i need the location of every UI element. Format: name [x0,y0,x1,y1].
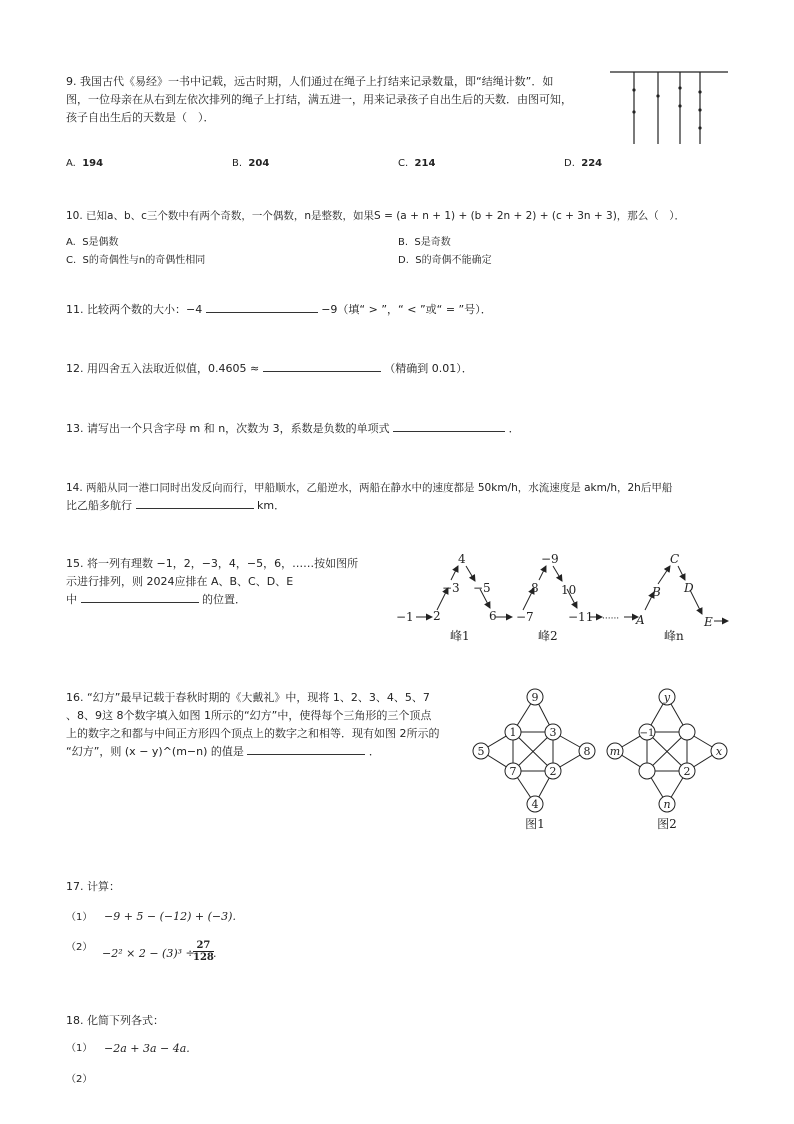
option-text: 194 [82,158,104,169]
seq-num: 6 [489,609,497,623]
option-text: 214 [414,158,436,169]
q16-line1: 16. “幻方”最早记载于春秋时期的《大戴礼》中，现将 1、2、3、4、5、7 [66,691,430,704]
q13-prefix: 13. 请写出一个只含字母 m 和 n，次数为 3，系数是负数的单项式 [66,422,390,435]
magic-square-figure-2 [602,684,736,834]
q17-title: 17. 计算： [66,880,120,893]
q15-suffix: 的位置． [202,593,246,606]
seq-num: 8 [531,581,539,595]
option-text: S的奇偶不能确定 [415,255,492,266]
q15-line3 [66,591,246,609]
option-text: S的奇偶性与n的奇偶性相同 [82,255,206,266]
option-letter: C. [398,158,409,169]
q17-item-2-number: （2） [66,942,93,953]
fig1-right: 8 [583,745,591,758]
seq-num: 4 [458,552,466,566]
q12-prefix: 12. 用四舍五入法取近似值，0.4605 ≈ [66,362,260,375]
q15-answer-blank[interactable] [81,591,199,603]
q14-line2 [66,497,285,515]
seq-num: −9 [541,552,559,566]
fig1-top-left: 1 [509,726,517,739]
seq-point-d: D [684,581,694,595]
q14-line1: 14. 两船从同一港口同时出发反向而行，甲船顺水，乙船逆水，两船在静水中的速度都是 50km/h，水流速度是 akm/h，2h后甲船 [66,482,673,494]
q14-answer-blank[interactable] [136,497,254,509]
q13 [66,420,520,438]
q16-line2: 、8、9这 8个数字填入如图 1所示的“幻方”中，使得每个三角形的三个顶点 [66,709,432,722]
option-text: 224 [581,158,603,169]
q11-answer-blank[interactable] [206,301,318,313]
q15-line2: 示进行排列，则 2024应排在 A、B、C、D、E [66,575,294,588]
q9-option-d[interactable] [564,158,602,169]
knot-rope-figure [608,66,732,148]
q18-title: 18. 化简下列各式： [66,1014,164,1027]
q17-item-1-number: （1） [66,912,93,923]
peak-sequence-figure [392,548,738,648]
q9-option-a[interactable] [66,158,103,169]
q13-answer-blank[interactable] [393,420,505,432]
fig2-right: x [715,745,723,758]
q14-prefix: 比乙船多航行 [66,499,132,512]
q18-item-1-number: （1） [66,1043,93,1054]
seq-num: 10 [561,583,577,597]
q18-item-1-expression: −2a + 3a − 4a. [104,1042,190,1055]
seq-point-a: A [636,613,645,627]
fig1-bottom: 4 [531,798,539,811]
q12-answer-blank[interactable] [263,360,381,372]
seq-num: −3 [442,581,460,595]
fig2-left: m [609,745,621,758]
option-letter: D. [564,158,575,169]
peak-label: 峰1 [450,629,470,643]
peak-label: 峰n [664,629,684,643]
q17-item-1-expression: −9 + 5 − (−12) + (−3). [104,910,236,923]
seq-point-b: B [652,585,661,599]
fig2-bottom-right: 2 [683,765,691,778]
q17-item-2-expression [102,947,195,960]
fig1-bottom-left: 7 [509,765,517,778]
q13-suffix: ． [508,422,520,435]
q16-suffix: ． [368,745,380,758]
q16-line4 [66,743,380,761]
q10-option-b[interactable] [398,233,451,248]
option-letter: C. [66,255,77,266]
q10-option-c[interactable] [66,251,205,266]
fig2-caption: 图2 [657,817,677,831]
q10-option-a[interactable] [66,233,119,248]
peak-label: 峰2 [538,629,558,643]
option-text: 204 [248,158,270,169]
q9-line1: 9. 我国古代《易经》一书中记载，远古时期，人们通过在绳子上打结来记录数量，即“结绳计数”．如 [66,75,554,88]
fig1-top: 9 [531,691,539,704]
q10-option-d[interactable] [398,251,492,266]
q9-line3: 孩子自出生后的天数是（ ）． [66,111,215,124]
seq-point-c: C [670,552,680,566]
seq-num: −7 [516,610,534,624]
fig2-top: y [663,691,671,704]
q16-prefix: “幻方”，则 (x − y)^(m−n) 的值是 [66,745,244,758]
option-letter: B. [232,158,243,169]
seq-ellipsis: ······ [602,614,620,624]
q12-suffix: （精确到 0.01）． [384,362,473,375]
q16-answer-blank[interactable] [247,743,365,755]
q17-fraction [193,940,214,963]
seq-num: −1 [396,610,414,624]
q9-option-b[interactable] [232,158,269,169]
q9-line2: 图，一位母亲在从右到左依次排列的绳子上打结，满五进一，用来记录孩子自出生后的天数．由图可知， [66,93,572,106]
magic-square-figure-1 [468,684,602,834]
q15-line1: 15. 将一列有理数 −1，2，−3，4，−5，6，……按如图所 [66,557,359,570]
q12 [66,360,473,378]
fig1-left: 5 [477,745,485,758]
q15-prefix: 中 [66,593,77,606]
seq-num: −5 [473,581,491,595]
option-letter: A. [66,158,76,169]
q11-suffix: −9（填“ > ”，“ < ”或“ = ”号）． [321,303,492,316]
option-letter: A. [66,237,76,248]
seq-num: 2 [433,609,441,623]
option-text: S是偶数 [82,237,119,248]
fraction-numerator: 27 [193,940,214,952]
fig2-top-left: −1 [639,728,655,739]
q10-stem: 10. 已知a、b、c三个数中有两个奇数，一个偶数，n是整数，如果S = (a + n + 1) + (b + 2n + 2) + (c + 3n + 3)，那么（ ）． [66,210,686,222]
q9-option-c[interactable] [398,158,435,169]
fig2-bottom: n [663,798,671,811]
seq-point-e: E [704,615,713,629]
option-text: S是奇数 [414,237,451,248]
fig1-bottom-right: 2 [549,765,557,778]
fig1-top-right: 3 [549,726,557,739]
fraction-denominator: 128 [193,952,214,963]
q11-prefix: 11. 比较两个数的大小：−4 [66,303,203,316]
q17-item-2-end: . [213,947,217,960]
fig1-caption: 图1 [525,817,545,831]
seq-num: −11 [568,610,594,624]
option-letter: B. [398,237,409,248]
q16-line3: 上的数字之和都与中间正方形四个顶点上的数字之和相等．现有如图 2所示的 [66,727,440,740]
q18-item-2-number: （2） [66,1074,93,1085]
q14-suffix: km． [257,499,286,512]
option-letter: D. [398,255,409,266]
q11 [66,301,492,319]
expression-part: −2² × 2 − (3)³ ÷ [102,947,195,960]
